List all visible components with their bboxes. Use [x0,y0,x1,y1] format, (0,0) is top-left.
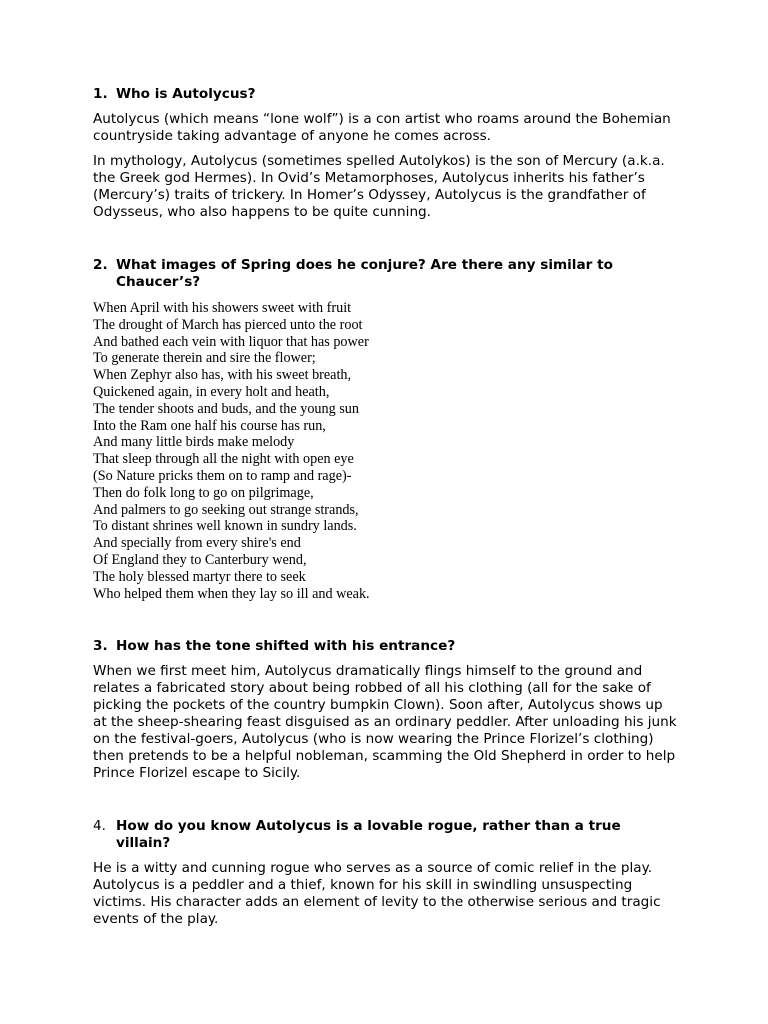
question-section-1 [93,86,678,221]
question-heading-3 [93,638,678,655]
poem-line: When April with his showers sweet with fruit [93,300,352,316]
poem-line: To generate therein and sire the flower; [93,350,316,367]
poem-line: That sleep through all the night with open eye [93,451,354,468]
poem-line: The tender shoots and buds, and the young sun [93,400,359,417]
question-text: Who is Autolycus? [116,86,256,102]
poem-line: Then do folk long to go on pilgrimage, [93,484,314,501]
poem-line: When Zephyr also has, with his sweet breath, [93,367,352,384]
question-number: 2. [93,257,108,273]
poem-line: And bathed each vein with liquor that has power [93,333,369,350]
answer-paragraph: Autolycus (which means “lone wolf”) is a con artist who roams around the Bohemian countryside taking advantage of anyone he comes across. [93,111,671,144]
poem-line: The drought of March has pierced unto the root [93,316,363,333]
answer-paragraph: In mythology, Autolycus (sometimes spelled Autolykos) is the son of Mercury (a.k.a. the Greek god Hermes). In Ovid’s Metamorphoses, Autolycus inherits his father’s (Mercury’s) traits of trickery. In Homer’s Odyssey, Autolycus is the grandfather of Odysseus, who also happens to be quite cunning. [93,153,665,220]
poem-line: And many little birds make melody [93,434,295,451]
answer-paragraph: When we first meet him, Autolycus dramatically flings himself to the ground and relates a fabricated story about being robbed of all his clothing (all for the sake of picking the pockets of the country bumpkin Clown). Soon after, Autolycus shows up at the sheep-shearing feast disguised as an ordinary peddler. After unloading his junk on the festival-goers, Autolycus (who is now wearing the Prince Florizel’s clothing) then pretends to be a helpful nobleman, scamming the Old Shepherd in order to help Prince Florizel escape to Sicily. [93,663,677,782]
poem-line: To distant shrines well known in sundry lands. [93,518,357,535]
document-page [93,86,678,928]
answer-paragraph: He is a witty and cunning rogue who serves as a source of comic relief in the play. Autolycus is a peddler and a thief, known for his skill in swindling unsuspecting victims. His character adds an element of levity to the otherwise serious and tragic events of the play. [93,860,661,928]
question-number: 1. [93,86,108,102]
chaucer-poem [93,300,678,602]
question-heading-4 [93,818,678,852]
question-heading-2 [93,257,678,291]
question-number: 4. [93,818,106,835]
question-section-4 [93,818,678,928]
poem-line: And palmers to go seeking out strange strands, [93,501,359,518]
question-section-2 [93,257,678,602]
question-text: What images of Spring does he conjure? Are there any similar to Chaucer’s? [116,257,613,290]
question-text: How do you know Autolycus is a lovable rogue, rather than a true villain? [116,818,621,852]
poem-line: Into the Ram one half his course has run, [93,417,326,434]
poem-line: Who helped them when they lay so ill and weak. [93,585,370,602]
poem-line: And specially from every shire's end [93,535,301,552]
poem-line: Of England they to Canterbury wend, [93,551,307,568]
poem-line: The holy blessed martyr there to seek [93,568,306,585]
question-section-3 [93,638,678,782]
question-text: How has the tone shifted with his entrance? [116,638,456,655]
question-number: 3. [93,638,108,655]
poem-line: (So Nature pricks them on to ramp and rage)- [93,467,352,484]
question-heading-1 [93,86,678,103]
poem-line: Quickened again, in every holt and heath, [93,383,330,400]
